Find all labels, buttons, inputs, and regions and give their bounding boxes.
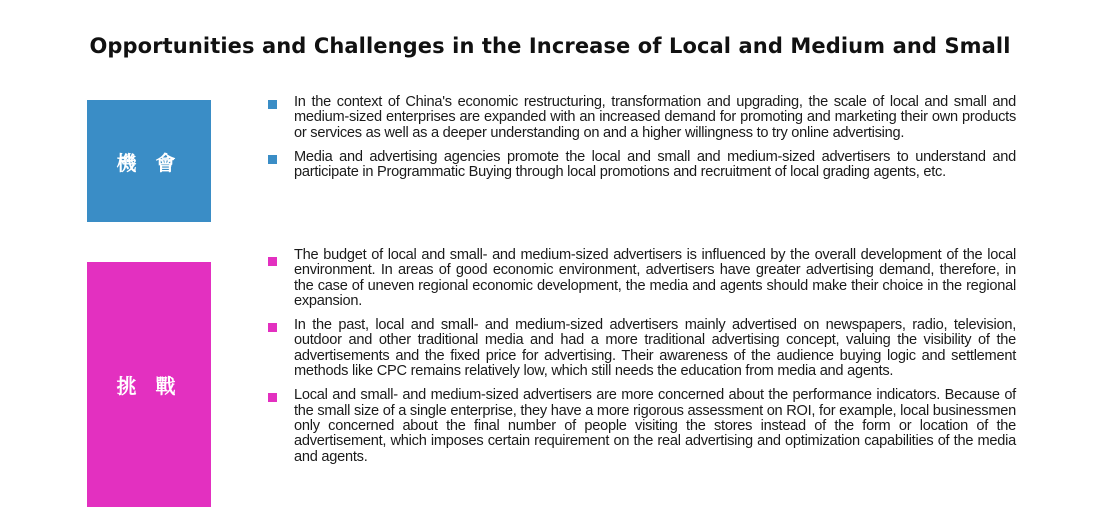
challenge-text: In the past, local and small- and medium-sized advertisers mainly advertised on newspapers, radio, television, outdoor and other traditional media and had a more traditional advertising concept, valuing the visibility of the advertisements and the fixed price for advertising. Their awareness of the audience buying logic and settlement methods like CPC remains relatively low, which still needs the education from media and agents.	[294, 317, 1016, 380]
list-item	[266, 248, 1016, 309]
list-item	[266, 95, 1016, 141]
challenge-text: Local and small- and medium-sized advertisers are more concerned about the performance indicators. Because of the small size of a single enterprise, they have a more rigorous assessment on ROI, for example, local businessmen only concerned about the final number of people visiting the stores instead of the form or location of the advertisement, which imposes certain requirement on the real advertising and optimization capabilities of the media and agents.	[294, 387, 1016, 465]
challenges-list	[266, 248, 1016, 474]
opportunities-list	[266, 95, 1016, 189]
opportunities-label-box	[87, 100, 211, 222]
challenge-text: The budget of local and small- and medium-sized advertisers is influenced by the overall development of the local environment. In areas of good economic environment, advertisers have greater advertising demand, therefore, in the case of uneven regional economic development, the media and agents should make their choice in the regional expansion.	[294, 247, 1016, 309]
list-item	[266, 150, 1016, 181]
square-bullet-icon	[268, 257, 277, 266]
page-title: Opportunities and Challenges in the Increase of Local and Medium and Small	[89, 34, 1011, 58]
opportunities-label: 機 會	[116, 150, 182, 175]
challenges-label: 挑 戰	[116, 374, 182, 398]
opportunity-text: Media and advertising agencies promote the local and small and medium-sized advertisers to understand and participate in Programmatic Buying through local promotions and recruitment of local grading agents, etc.	[294, 148, 1016, 181]
square-bullet-icon	[268, 155, 277, 164]
challenges-label-box	[87, 262, 211, 507]
opportunity-text: In the context of China's economic restructuring, transformation and upgrading, the scale of local and small and medium-sized enterprises are expanded with an increased demand for promoting and marketing their own products or services as well as a deeper understanding on and a higher willingness to try online advertising.	[294, 94, 1016, 141]
square-bullet-icon	[268, 100, 277, 109]
square-bullet-icon	[268, 393, 277, 402]
square-bullet-icon	[268, 323, 277, 332]
list-item	[266, 318, 1016, 379]
list-item	[266, 388, 1016, 464]
